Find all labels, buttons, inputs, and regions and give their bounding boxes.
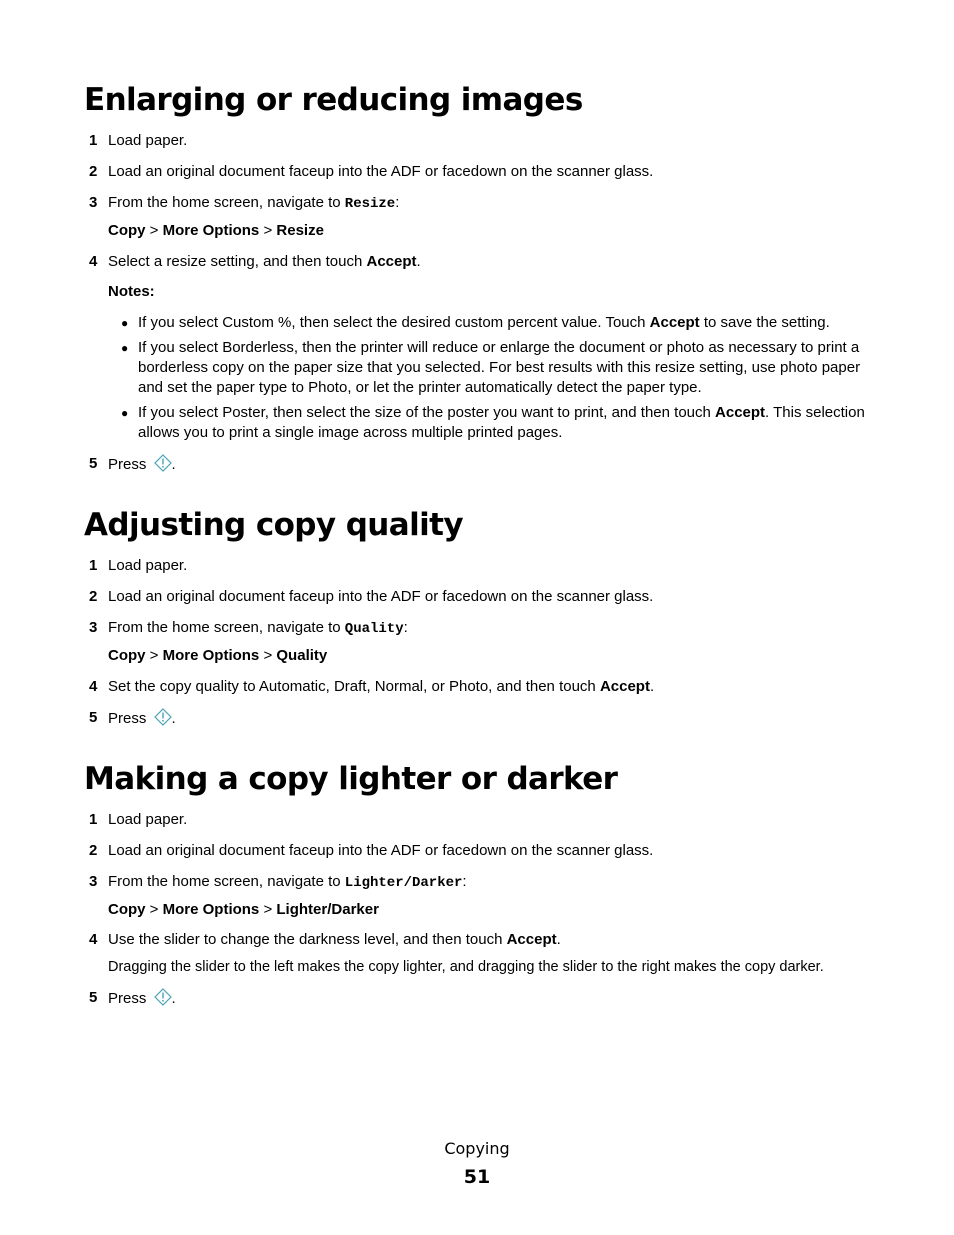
step-detail: Dragging the slider to the left makes the copy lighter, and dragging the slider to the right makes the copy darker.	[108, 959, 824, 975]
step-text-part: Press	[108, 710, 151, 727]
step-text: Load an original document faceup into the ADF or facedown on the scanner glass.	[108, 163, 654, 180]
step-text-bold: Accept	[506, 931, 557, 948]
step-number: 2	[89, 163, 98, 180]
path-separator: >	[145, 222, 163, 239]
menu-code: Lighter/Darker	[344, 875, 463, 891]
step-text-part: :	[462, 873, 467, 890]
step-number: 4	[89, 253, 98, 270]
step-text-part: From the home screen, navigate to	[108, 619, 345, 636]
path-copy: Copy	[108, 222, 146, 239]
bullet-icon: ●	[121, 316, 129, 330]
path-separator: >	[259, 647, 277, 664]
step-text	[108, 252, 421, 272]
step-text: Load an original document faceup into the ADF or facedown on the scanner glass.	[108, 588, 654, 605]
step-text-part: .	[171, 456, 176, 473]
step-text: Load paper.	[108, 132, 188, 149]
step-number: 5	[89, 989, 98, 1006]
menu-path	[108, 221, 324, 241]
step-number: 5	[89, 455, 98, 472]
menu-path	[108, 646, 327, 666]
step-text-part: Set the copy quality to Automatic, Draft, Normal, or Photo, and then touch	[108, 678, 600, 695]
path-more-options: More Options	[162, 647, 260, 664]
section-title-enlarging: Enlarging or reducing images	[84, 82, 583, 118]
step-text	[108, 454, 176, 475]
note-text: . This selection allows you to print a single image across multiple printed pages.	[138, 404, 865, 441]
start-button-icon	[154, 988, 172, 1006]
step-number: 4	[89, 931, 98, 948]
step-text-part: Press	[108, 990, 151, 1007]
start-button-icon	[154, 708, 172, 726]
footer-page-number: 51	[463, 1166, 491, 1188]
step-number: 3	[89, 873, 98, 890]
step-text: Load paper.	[108, 811, 188, 828]
note-text-bold: Accept	[715, 404, 766, 421]
step-text-part: .	[416, 253, 421, 270]
menu-code: Resize	[344, 196, 396, 212]
section-title-lighter-darker: Making a copy lighter or darker	[84, 761, 618, 797]
path-separator: >	[259, 222, 277, 239]
step-text-part: .	[556, 931, 561, 948]
path-copy: Copy	[108, 647, 146, 664]
step-number: 3	[89, 194, 98, 211]
path-separator: >	[145, 647, 163, 664]
start-button-icon	[154, 454, 172, 472]
notes-label: Notes:	[108, 283, 155, 300]
path-more-options: More Options	[162, 901, 260, 918]
menu-path	[108, 900, 379, 920]
path-target: Resize	[276, 222, 324, 239]
step-text	[108, 872, 467, 893]
step-text-part: Press	[108, 456, 151, 473]
step-number: 4	[89, 678, 98, 695]
bullet-icon: ●	[121, 406, 129, 420]
path-copy: Copy	[108, 901, 146, 918]
step-text	[108, 708, 176, 729]
step-number: 1	[89, 811, 98, 828]
note-item	[138, 403, 878, 443]
step-number: 3	[89, 619, 98, 636]
step-text	[108, 930, 561, 950]
step-text-part: From the home screen, navigate to	[108, 194, 345, 211]
step-number: 5	[89, 709, 98, 726]
step-text-bold: Accept	[366, 253, 417, 270]
note-item	[138, 338, 878, 398]
step-text: Load paper.	[108, 557, 188, 574]
step-text: Load an original document faceup into the ADF or facedown on the scanner glass.	[108, 842, 654, 859]
path-separator: >	[145, 901, 163, 918]
note-item	[138, 313, 878, 333]
step-text-part: .	[171, 990, 176, 1007]
note-text-bold: Accept	[649, 314, 700, 331]
step-number: 2	[89, 588, 98, 605]
step-text-part: Use the slider to change the darkness level, and then touch	[108, 931, 507, 948]
path-separator: >	[259, 901, 277, 918]
step-text	[108, 193, 399, 214]
step-text-part: .	[649, 678, 655, 695]
footer-chapter: Copying	[444, 1139, 510, 1158]
menu-code: Quality	[344, 621, 404, 637]
bullet-icon: ●	[121, 341, 129, 355]
step-number: 1	[89, 132, 98, 149]
step-text-part: Select a resize setting, and then touch	[108, 253, 367, 270]
note-text: If you select Custom %, then select the desired custom percent value. Touch	[138, 314, 650, 331]
step-number: 1	[89, 557, 98, 574]
step-text-part: :	[403, 619, 408, 636]
step-text-bold: Accept	[599, 678, 650, 695]
path-more-options: More Options	[162, 222, 260, 239]
section-title-quality: Adjusting copy quality	[84, 507, 463, 543]
step-text-part: :	[395, 194, 400, 211]
step-text	[108, 618, 408, 639]
step-text	[108, 677, 654, 697]
step-text-part: .	[171, 710, 176, 727]
note-text: to save the setting.	[699, 314, 830, 331]
step-text	[108, 988, 176, 1009]
path-target: Quality	[276, 647, 328, 664]
note-text: If you select Poster, then select the size of the poster you want to print, and then touch	[138, 404, 716, 421]
path-target: Lighter/Darker	[276, 901, 379, 918]
step-text-part: From the home screen, navigate to	[108, 873, 345, 890]
step-number: 2	[89, 842, 98, 859]
note-text: If you select Borderless, then the printer will reduce or enlarge the document or photo as necessary to print a borderless copy on the paper size that you selected. For best results with this resize setting, use photo paper and set the paper type to Photo, or let the printer automatically detect the paper type.	[138, 339, 861, 396]
